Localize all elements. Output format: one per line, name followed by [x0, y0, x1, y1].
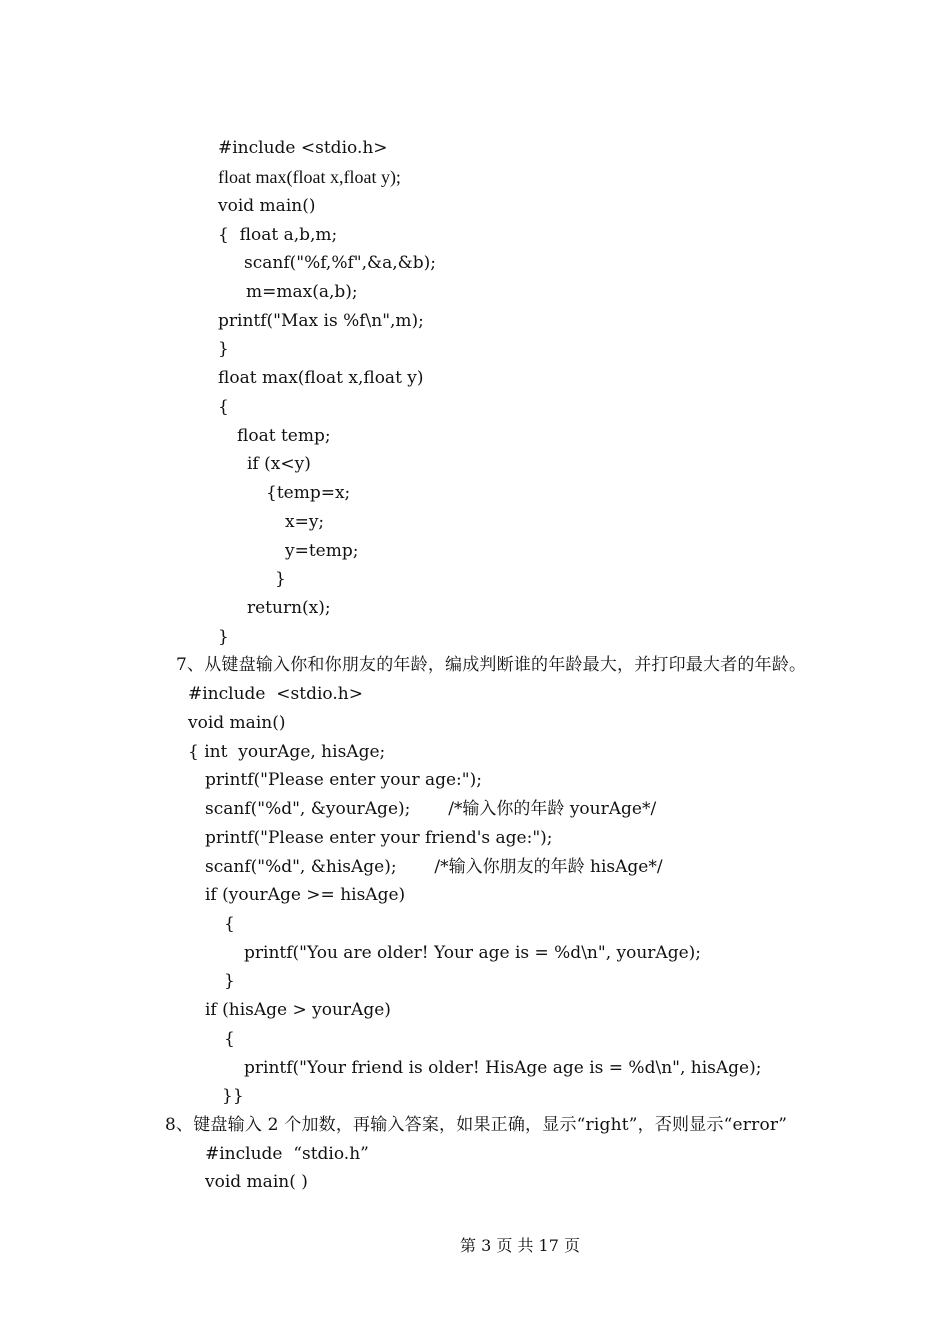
code-line: float max(float x,float y) [218, 368, 424, 388]
code-line: { [224, 914, 235, 934]
code-line: }} [222, 1086, 244, 1106]
code-line: if (yourAge >= hisAge) [205, 885, 406, 905]
code-line: printf("Max is %f\n",m); [218, 311, 424, 331]
code-line: } [218, 339, 229, 359]
code-line: {temp=x; [266, 483, 351, 503]
code-line: m=max(a,b); [246, 282, 358, 302]
code-line: printf("Please enter your age:"); [205, 770, 482, 790]
code-line: #include “stdio.h” [205, 1144, 369, 1164]
section8-heading: 8、键盘输入 2 个加数，再输入答案，如果正确，显示“right”，否则显示“error” [165, 1115, 788, 1135]
code-line: scanf("%f,%f",&a,&b); [244, 253, 437, 273]
code-line: scanf("%d", &hisAge); /*输入你朋友的年龄 hisAge*/ [205, 857, 663, 877]
code-line: } [224, 971, 235, 991]
code-line: { [218, 397, 229, 417]
code-line: void main() [218, 196, 316, 216]
code-line: { [224, 1029, 235, 1049]
code-line: printf("Your friend is older! HisAge age is = %d\n", hisAge); [244, 1058, 762, 1078]
code-line: void main( ) [205, 1172, 308, 1192]
section7-heading: 7、从键盘输入你和你朋友的年龄，编成判断谁的年龄最大，并打印最大者的年龄。 [176, 655, 807, 675]
code-line: } [275, 569, 286, 589]
code-line: if (x<y) [247, 454, 311, 474]
code-line: printf("You are older! Your age is = %d\n", yourAge); [244, 943, 701, 963]
code-line: void main() [188, 713, 286, 733]
code-line: printf("Please enter your friend's age:"); [205, 828, 553, 848]
code-line: { int yourAge, hisAge; [188, 742, 386, 762]
code-line: return(x); [247, 598, 331, 618]
code-line: scanf("%d", &yourAge); /*输入你的年龄 yourAge*/ [205, 799, 657, 819]
page-number-footer: 第 3 页 共 17 页 [460, 1236, 580, 1255]
code-line: #include <stdio.h> [188, 684, 363, 704]
code-line: float temp; [237, 426, 331, 446]
code-line: y=temp; [285, 541, 359, 561]
code-line: x=y; [285, 512, 325, 532]
code-line: if (hisAge > yourAge) [205, 1000, 391, 1020]
code-line: } [218, 627, 229, 647]
code-line: #include <stdio.h> [218, 138, 388, 158]
code-line: float max(float x,float y); [218, 167, 401, 187]
code-line: { float a,b,m; [218, 225, 338, 245]
